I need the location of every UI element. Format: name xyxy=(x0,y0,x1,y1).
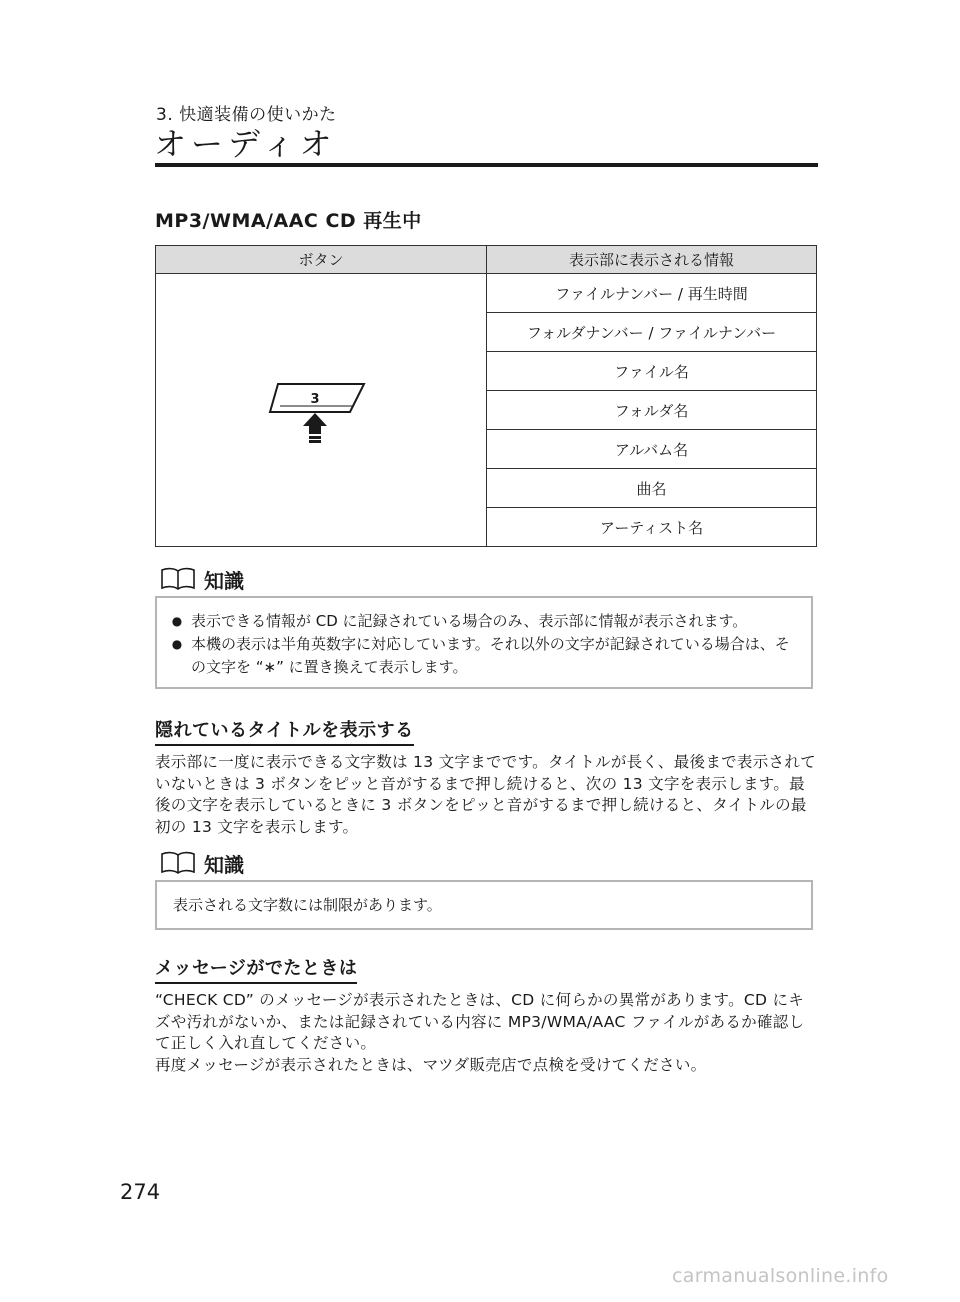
page-number: 274 xyxy=(120,1180,161,1204)
message-paragraph-1: “CHECK CD” のメッセージが表示されたときは、CD に何らかの異常があります。CD にキズや汚れがないか、または記録されている内容に MP3/WMA/AAC ファイルがあるか確認して正しく入れ直してください。 xyxy=(155,991,805,1053)
knowledge-heading xyxy=(158,849,244,877)
section-title: オーディオ xyxy=(154,125,337,163)
table-header-info: 表示部に表示される情報 xyxy=(487,246,817,274)
hidden-title-heading: 隠れているタイトルを表示する xyxy=(155,718,414,746)
preset-button-3-illustration xyxy=(266,372,376,444)
title-rule xyxy=(155,163,818,167)
knowledge-title: 知識 xyxy=(204,852,244,877)
message-body xyxy=(155,990,819,1076)
table-header-row xyxy=(156,246,817,274)
message-heading: メッセージがでたときは xyxy=(155,956,357,984)
preset-button-label: 3 xyxy=(310,392,320,407)
info-cell: フォルダ名 xyxy=(487,391,817,430)
hidden-title-body: 表示部に一度に表示できる文字数は 13 文字までです。タイトルが長く、最後まで表示されていないときは 3 ボタンをピッと音がするまで押し続けると、次の 13 文字を表示します。最後の文字を表示しているときに 3 ボタンをピッと音がするまで押し続けると、タイトルの最初の 13 文字を表示します。 xyxy=(155,753,816,836)
mp3-section-heading: MP3/WMA/AAC CD 再生中 xyxy=(155,210,422,232)
knowledge-box xyxy=(155,596,813,689)
list-item xyxy=(163,633,797,679)
info-cell: アルバム名 xyxy=(487,430,817,469)
message-paragraph-2: 再度メッセージが表示されたときは、マツダ販売店で点検を受けてください。 xyxy=(155,1055,707,1074)
book-icon xyxy=(158,850,198,876)
book-icon xyxy=(158,566,198,592)
list-item xyxy=(163,610,797,633)
button-illustration-cell xyxy=(156,274,487,547)
info-cell: アーティスト名 xyxy=(487,508,817,547)
knowledge-box xyxy=(155,880,813,930)
info-cell: フォルダナンバー / ファイルナンバー xyxy=(487,313,817,352)
chapter-label: 3. 快適装備の使いかた xyxy=(156,105,337,125)
display-info-table xyxy=(155,245,817,547)
table-header-button: ボタン xyxy=(156,246,487,274)
press-arrow-icon xyxy=(303,413,327,443)
list-item-text: 本機の表示は半角英数字に対応しています。それ以外の文字が記録されている場合は、その文字を “∗” に置き換えて表示します。 xyxy=(191,635,790,676)
info-cell: ファイル名 xyxy=(487,352,817,391)
knowledge-text: 表示される文字数には制限があります。 xyxy=(173,895,442,914)
bullet-icon: ● xyxy=(171,614,183,628)
knowledge-title: 知識 xyxy=(204,568,244,593)
watermark: carmanualsonline.info xyxy=(672,1265,889,1287)
bullet-icon: ● xyxy=(171,637,183,651)
knowledge-heading xyxy=(158,565,244,593)
info-cell: ファイルナンバー / 再生時間 xyxy=(487,274,817,313)
table-row xyxy=(156,274,817,313)
list-item-text: 表示できる情報が CD に記録されている場合のみ、表示部に情報が表示されます。 xyxy=(191,612,748,630)
info-cell: 曲名 xyxy=(487,469,817,508)
